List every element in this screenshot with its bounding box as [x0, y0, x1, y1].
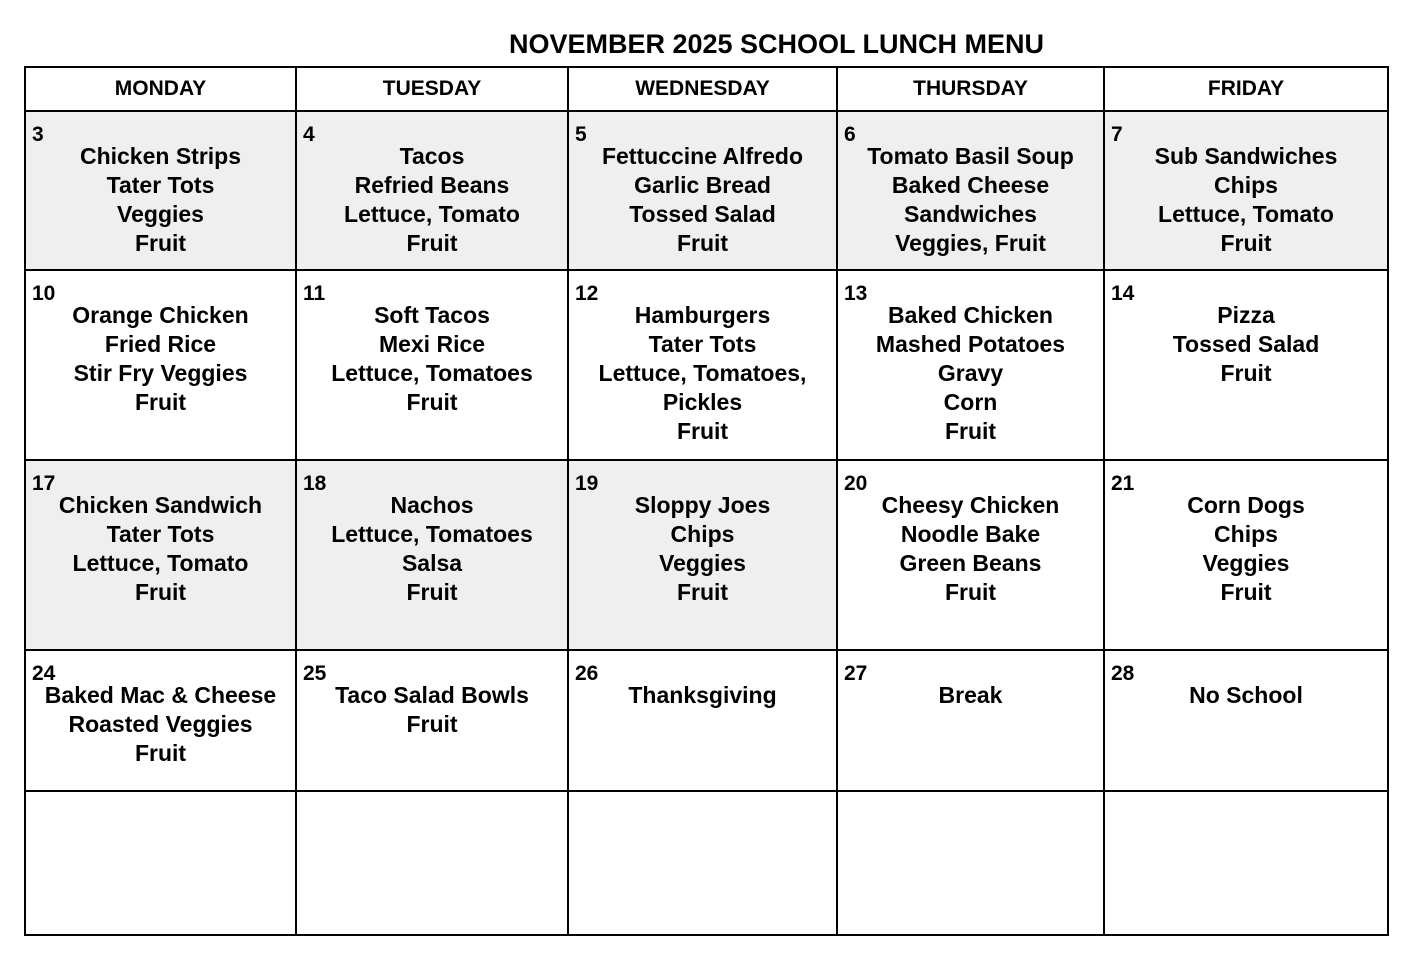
date-number: 5 — [575, 123, 587, 146]
date-number: 25 — [303, 662, 327, 685]
menu-item: Pizza — [1217, 302, 1275, 328]
menu-item: Chips — [1214, 172, 1278, 198]
day-cell-tuesday — [296, 270, 568, 460]
day-header-friday: FRIDAY — [1104, 67, 1388, 111]
menu-item: Lettuce, Tomatoes, — [598, 360, 807, 386]
menu-item: Fruit — [1220, 230, 1272, 256]
lunch-calendar — [24, 66, 1389, 936]
menu-item: Hamburgers — [634, 302, 771, 328]
menu-item: Lettuce, Tomato — [72, 550, 249, 576]
day-header-wednesday: WEDNESDAY — [568, 67, 837, 111]
day-cell-friday — [1104, 270, 1388, 460]
menu-item: Fruit — [676, 230, 729, 256]
date-number: 4 — [303, 123, 315, 146]
date-number — [297, 792, 567, 825]
menu-item: Pickles — [662, 389, 743, 415]
menu-item: Cheesy Chicken — [881, 492, 1060, 518]
day-cell-wednesday — [568, 791, 837, 935]
date-number: 28 — [1111, 662, 1135, 685]
week-row — [25, 270, 1388, 460]
menu-item: Sub Sandwiches — [1154, 143, 1338, 169]
date-number — [26, 792, 295, 825]
day-cell-friday — [1104, 650, 1388, 791]
menu-item-list — [569, 491, 836, 607]
menu-item: Nachos — [390, 492, 474, 518]
menu-item-list — [838, 491, 1103, 607]
menu-item: Fettuccine Alfredo — [601, 143, 804, 169]
date-number: 14 — [1111, 282, 1135, 305]
menu-item-list — [1105, 142, 1387, 258]
menu-item: Tater Tots — [648, 331, 757, 357]
week-row — [25, 791, 1388, 935]
date-number: 3 — [32, 123, 44, 146]
day-cell-thursday — [837, 270, 1104, 460]
date-number: 10 — [32, 282, 56, 305]
day-header-row — [25, 67, 1388, 111]
date-number — [1105, 792, 1387, 825]
day-header-monday: MONDAY — [25, 67, 296, 111]
date-number: 20 — [844, 472, 868, 495]
menu-item-list — [569, 301, 836, 446]
day-cell-wednesday — [568, 111, 837, 270]
menu-item: Fruit — [406, 579, 458, 605]
menu-item: Break — [938, 682, 1003, 708]
date-number: 11 — [303, 282, 326, 305]
day-cell-thursday — [837, 460, 1104, 650]
menu-item: Fruit — [944, 579, 997, 605]
menu-item: Salsa — [401, 550, 463, 576]
date-number: 27 — [844, 662, 868, 685]
menu-item: Tomato Basil Soup — [867, 143, 1074, 169]
day-header-tuesday: TUESDAY — [296, 67, 568, 111]
date-number: 13 — [844, 282, 868, 305]
day-cell-wednesday — [568, 650, 837, 791]
menu-item-list — [297, 142, 567, 258]
menu-item: Veggies — [1202, 550, 1290, 576]
menu-item: Chips — [670, 521, 735, 547]
day-cell-friday — [1104, 791, 1388, 935]
menu-item: Fruit — [944, 418, 997, 444]
day-cell-monday — [25, 791, 296, 935]
menu-item: Fruit — [406, 230, 458, 256]
menu-item-list — [26, 491, 295, 607]
date-number: 17 — [32, 472, 56, 495]
date-number — [838, 792, 1103, 825]
date-number: 21 — [1111, 472, 1135, 495]
menu-item: Fried Rice — [104, 331, 217, 357]
menu-item: Tossed Salad — [1172, 331, 1320, 357]
day-cell-thursday — [837, 650, 1104, 791]
menu-item: Tacos — [399, 143, 465, 169]
menu-item: Taco Salad Bowls — [335, 682, 529, 708]
menu-item: Veggies, Fruit — [895, 230, 1046, 256]
menu-item: Chips — [1214, 521, 1278, 547]
menu-item: Fruit — [134, 230, 187, 256]
day-cell-thursday — [837, 791, 1104, 935]
menu-item: Tater Tots — [106, 172, 215, 198]
menu-item: Fruit — [676, 579, 729, 605]
menu-item: Sandwiches — [904, 201, 1037, 227]
menu-item: Lettuce, Tomato — [1158, 201, 1334, 227]
menu-item: Fruit — [676, 418, 729, 444]
date-number: 26 — [575, 662, 599, 685]
date-number: 24 — [32, 662, 56, 685]
menu-item-list — [569, 681, 836, 710]
menu-item-list — [26, 142, 295, 258]
menu-item-list — [26, 301, 295, 417]
menu-item-list — [297, 491, 567, 607]
menu-item-list — [569, 142, 836, 258]
menu-item: Fruit — [1220, 579, 1272, 605]
menu-item: Fruit — [406, 711, 458, 737]
menu-item: Corn — [943, 389, 998, 415]
date-number — [569, 792, 836, 825]
day-cell-monday — [25, 270, 296, 460]
menu-item: Baked Cheese — [891, 172, 1050, 198]
menu-item: Tater Tots — [106, 521, 215, 547]
week-row — [25, 111, 1388, 270]
day-cell-monday — [25, 111, 296, 270]
menu-item: Fruit — [134, 740, 187, 766]
menu-item: Soft Tacos — [374, 302, 490, 328]
menu-item: Lettuce, Tomatoes — [331, 521, 533, 547]
menu-item: Veggies — [117, 201, 204, 227]
menu-item: Lettuce, Tomatoes — [331, 360, 533, 386]
menu-item-list — [1105, 301, 1387, 388]
menu-item: Thanksgiving — [628, 682, 777, 708]
menu-item: Fruit — [1220, 360, 1272, 386]
menu-item: Chicken Sandwich — [58, 492, 263, 518]
day-cell-wednesday — [568, 270, 837, 460]
day-cell-friday — [1104, 460, 1388, 650]
menu-item: Lettuce, Tomato — [344, 201, 520, 227]
day-cell-wednesday — [568, 460, 837, 650]
menu-item: Stir Fry Veggies — [73, 360, 248, 386]
menu-item: Gravy — [937, 360, 1004, 386]
date-number: 6 — [844, 123, 856, 146]
week-row — [25, 650, 1388, 791]
day-cell-tuesday — [296, 460, 568, 650]
menu-item-list — [838, 681, 1103, 710]
date-number: 18 — [303, 472, 327, 495]
day-cell-tuesday — [296, 111, 568, 270]
menu-item-list — [297, 681, 567, 739]
menu-item: Green Beans — [899, 550, 1042, 576]
date-number: 19 — [575, 472, 599, 495]
menu-item: Mashed Potatoes — [875, 331, 1066, 357]
date-number: 12 — [575, 282, 599, 305]
menu-item-list — [838, 301, 1103, 446]
menu-item: No School — [1189, 682, 1303, 708]
week-row — [25, 460, 1388, 650]
menu-item: Roasted Veggies — [68, 711, 253, 737]
menu-item-list — [1105, 491, 1387, 607]
menu-item-list — [297, 301, 567, 417]
menu-item: Sloppy Joes — [634, 492, 771, 518]
menu-item-list — [1105, 681, 1387, 710]
menu-item: Mexi Rice — [378, 331, 486, 357]
page-title: NOVEMBER 2025 SCHOOL LUNCH MENU — [508, 29, 1045, 59]
menu-item: Fruit — [134, 579, 187, 605]
day-cell-tuesday — [296, 650, 568, 791]
day-cell-tuesday — [296, 791, 568, 935]
day-header-thursday: THURSDAY — [837, 67, 1104, 111]
menu-item: Orange Chicken — [72, 302, 249, 328]
menu-item-list — [838, 142, 1103, 258]
menu-item: Tossed Salad — [629, 201, 776, 227]
menu-item: Baked Chicken — [888, 302, 1053, 328]
menu-item: Fruit — [134, 389, 187, 415]
menu-item: Chicken Strips — [79, 143, 242, 169]
menu-item: Baked Mac & Cheese — [44, 682, 277, 708]
day-cell-monday — [25, 650, 296, 791]
menu-item: Garlic Bread — [634, 172, 771, 198]
menu-item: Veggies — [659, 550, 746, 576]
day-cell-monday — [25, 460, 296, 650]
day-cell-friday — [1104, 111, 1388, 270]
menu-item: Noodle Bake — [900, 521, 1041, 547]
menu-item: Refried Beans — [354, 172, 510, 198]
menu-item: Fruit — [406, 389, 458, 415]
menu-item: Corn Dogs — [1187, 492, 1305, 518]
menu-item-list — [26, 681, 295, 768]
date-number: 7 — [1111, 123, 1123, 146]
day-cell-thursday — [837, 111, 1104, 270]
